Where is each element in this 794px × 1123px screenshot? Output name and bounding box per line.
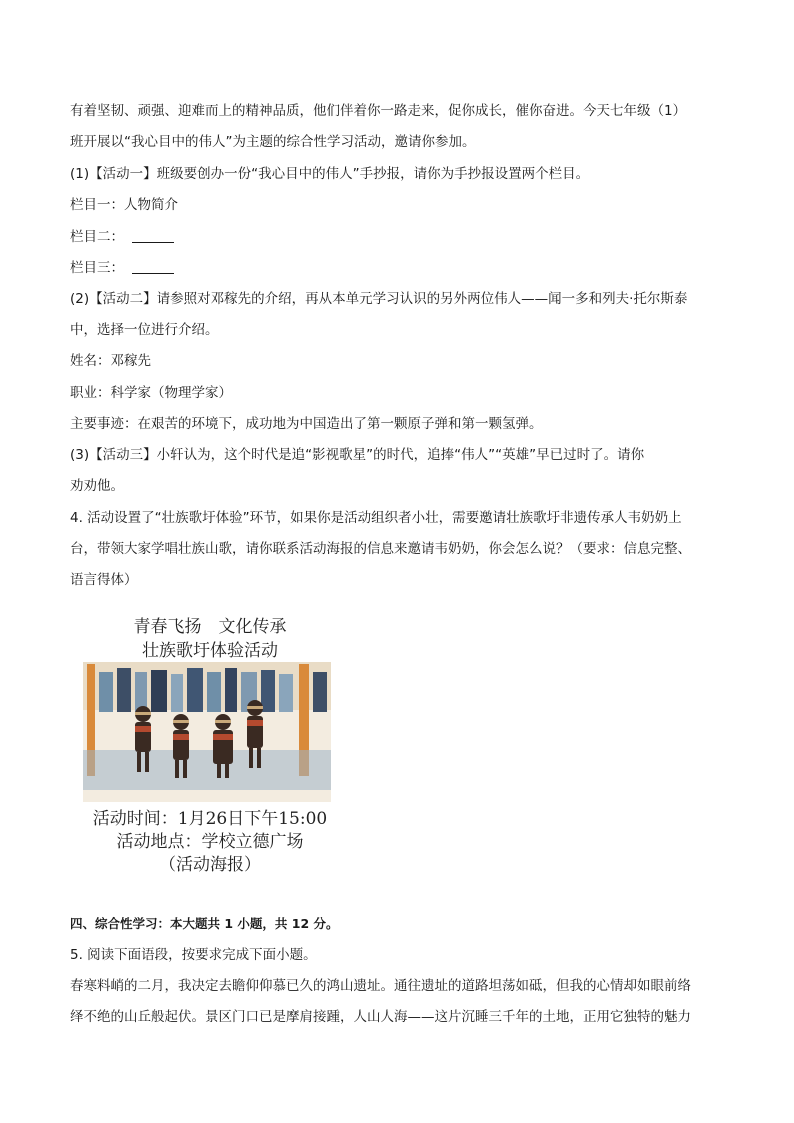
poster-title-1: 青春飞扬 文化传承 (133, 617, 287, 637)
activity1-text: (1)【活动一】班级要创办一份“我心目中的伟人”手抄报，请你为手抄报设置两个栏目。 (70, 166, 590, 182)
column-3-label: 栏目三： (70, 260, 124, 276)
q4-line-3: 语言得体） (70, 572, 138, 588)
activity2-deeds: 主要事迹：在艰苦的环境下，成功地为中国造出了第一颗原子弹和第一颗氢弹。 (70, 416, 543, 432)
activity2-line-2: 中，选择一位进行介绍。 (70, 322, 219, 338)
q5-line-3: 绎不绝的山丘般起伏。景区门口已是摩肩接踵，人山人海——这片沉睡三千年的土地，正用它独特的魅力 (70, 1009, 691, 1025)
activity3-line-2: 劝劝他。 (70, 478, 124, 494)
poster-time: 活动时间：1月26日下午15:00 (92, 809, 328, 829)
poster-caption: （活动海报） (159, 855, 261, 875)
activity2-job: 职业：科学家（物理学家） (70, 385, 232, 401)
column-3-blank[interactable] (132, 259, 174, 274)
column-3-row (70, 258, 174, 278)
column-2-blank[interactable] (132, 228, 174, 243)
activity3-line-1: (3)【活动三】小轩认为，这个时代是追“影视歌星”的时代，追捧“伟人”“英雄”早已过时了。请你 (70, 447, 645, 463)
poster-title-2: 壮族歌圩体验活动 (142, 641, 278, 661)
section-4-heading: 四、综合性学习：本大题共 1 小题，共 12 分。 (70, 916, 339, 931)
q5-line-2: 春寒料峭的二月，我决定去瞻仰仰慕已久的鸿山遗址。通往遗址的道路坦荡如砥，但我的心情却如眼前络 (70, 978, 691, 994)
q4-line-1: 4. 活动设置了“壮族歌圩体验”环节，如果你是活动组织者小壮，需要邀请壮族歌圩非遗传承人韦奶奶上 (70, 510, 682, 526)
activity2-line-1: (2)【活动二】请参照对邓稼先的介绍，再从本单元学习认识的另外两位伟人——闻一多和列夫·托尔斯泰 (70, 291, 688, 307)
intro-line-1: 有着坚韧、顽强、迎难而上的精神品质，他们伴着你一路走来，促你成长，催你奋进。今天七年级（1） (70, 103, 687, 119)
q4-line-2: 台，带领大家学唱壮族山歌，请你联系活动海报的信息来邀请韦奶奶，你会怎么说？（要求：信息完整、 (70, 541, 691, 557)
column-1: 栏目一：人物简介 (70, 197, 178, 213)
column-2-label: 栏目二： (70, 229, 124, 245)
poster-place: 活动地点：学校立德广场 (116, 832, 304, 852)
column-2-row (70, 227, 174, 247)
poster-illustration (83, 662, 331, 802)
q5-line-1: 5. 阅读下面语段，按要求完成下面小题。 (70, 947, 317, 963)
intro-line-2: 班开展以“我心目中的伟人”为主题的综合性学习活动，邀请你参加。 (70, 134, 476, 150)
activity2-name: 姓名：邓稼先 (70, 353, 151, 369)
